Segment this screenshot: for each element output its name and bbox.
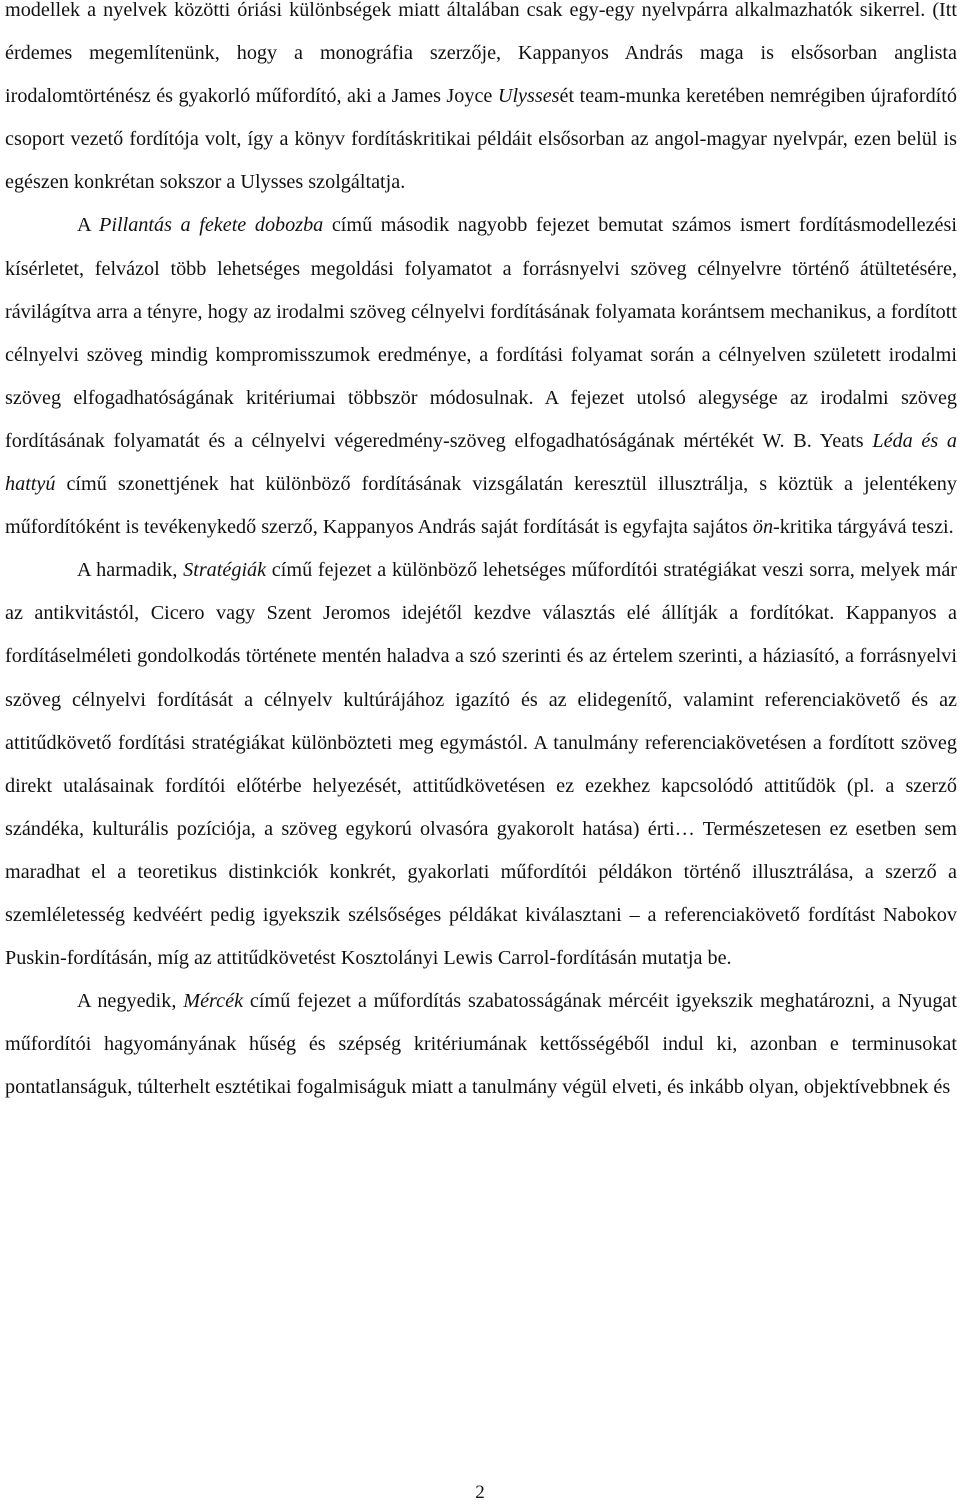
text-run: című szonettjének hat különböző fordításának vizsgálatán keresztül illusztrálja, s köztük a jelentékeny műfordítóként is tevékenykedő szerző, Kappanyos András saját fordítását is egyfajta sajátos — [5, 473, 957, 539]
italic-text: Stratégiák — [183, 559, 267, 582]
paragraph-1 — [5, 0, 957, 204]
italic-text: Pillantás a fekete dobozba — [99, 214, 324, 237]
italic-text: Léda és a hattyú — [5, 429, 957, 496]
paragraph-3 — [5, 549, 957, 980]
text-run: című fejezet a műfordítás szabatosságának mércéit igyekszik meghatározni, a Nyugat műfordítói hagyományának hűség és szépség kritériumának kettősségéből indul ki, azonban e terminusokat pontatlanságuk, túlterhelt esztétikai fogalmiságuk miatt a tanulmány végül elveti, és inkább olyan, objektívebbnek és — [5, 990, 957, 1099]
page-number: 2 — [475, 1482, 485, 1503]
text-run: modellek a nyelvek közötti óriási különbségek miatt általában csak egy-egy nyelvpárra alkalmazhatók sikerrel. (Itt érdemes megemlítenünk, hogy a monográfia szerzője, Kappanyos András maga is elsősorban anglista irodalomtörténész és gyakorló műfordító, aki a James Joyce — [5, 0, 957, 108]
text-run: A harmadik, — [77, 559, 184, 582]
italic-text: Ulysses — [497, 85, 560, 108]
text-run: A — [77, 214, 100, 237]
text-run: A negyedik, — [77, 990, 184, 1013]
text-run: című második nagyobb fejezet bemutat számos ismert fordításmodellezési kísérletet, felvázol több lehetséges megoldási folyamatot a forrásnyelvi szöveg célnyelvre történő átültetésére, rávilágítva arra a tényre, hogy az irodalmi szöveg célnyelvi fordításának folyamata korántsem mechanikus, a fordított célnyelvi szöveg mindig kompromisszumok eredménye, a fordítási folyamat során a célnyelven született irodalmi szöveg elfogadhatóságának kritériumai többször módosulnak. A fejezet utolsó alegysége az irodalmi szöveg fordításának folyamatát és a célnyelvi végeredmény-szöveg elfogadhatóságának mértékét W. B. Yeats — [5, 214, 957, 452]
paragraph-2 — [5, 204, 957, 549]
text-run: ét team-munka keretében nemrégiben újrafordító csoport vezető fordítója volt, így a könyv fordításkritikai példáit elsősorban az angol-magyar nyelvpár, ezen belül is egészen konkrétan sokszor a Ulysses szolgáltatja. — [5, 85, 957, 194]
italic-text: Mércék — [183, 990, 244, 1013]
body-text — [5, 0, 957, 1109]
text-run: -kritika tárgyává teszi. — [773, 516, 954, 539]
paragraph-4 — [5, 980, 957, 1109]
italic-text: ön — [752, 516, 774, 539]
text-run: című fejezet a különböző lehetséges műfordítói stratégiákat veszi sorra, melyek már az antikvitástól, Cicero vagy Szent Jeromos idejétől kezdve választás elé állítják a fordítókat. Kappanyos a fordításelméleti gondolkodás története mentén haladva a szó szerinti és az értelem szerinti, a háziasító, a forrásnyelvi szöveg célnyelvi fordítását a célnyelv kultúrájához igazító és az elidegenítő, valamint referenciakövető és az attitűdkövető fordítási stratégiákat különbözteti meg egymástól. A tanulmány referenciakövetésen a fordított szöveg direkt utalásainak fordítói előtérbe helyezését, attitűdkövetésen ez ezekhez kapcsolódó attitűdök (pl. a szerző szándéka, kulturális pozíciója, a szöveg egykorú olvasóra gyakorolt hatása) érti… Természetesen ez esetben sem maradhat el a teoretikus distinkciók konkrét, gyakorlati műfordítói példákon történő illusztrálása, a szerző a szemléletesség kedvéért pedig igyekszik szélsőséges példákat kiválasztani – a referenciakövető fordítást Nabokov Puskin-fordításán, míg az attitűdkövetést Kosztolányi Lewis Carrol-fordításán mutatja be. — [5, 559, 957, 970]
